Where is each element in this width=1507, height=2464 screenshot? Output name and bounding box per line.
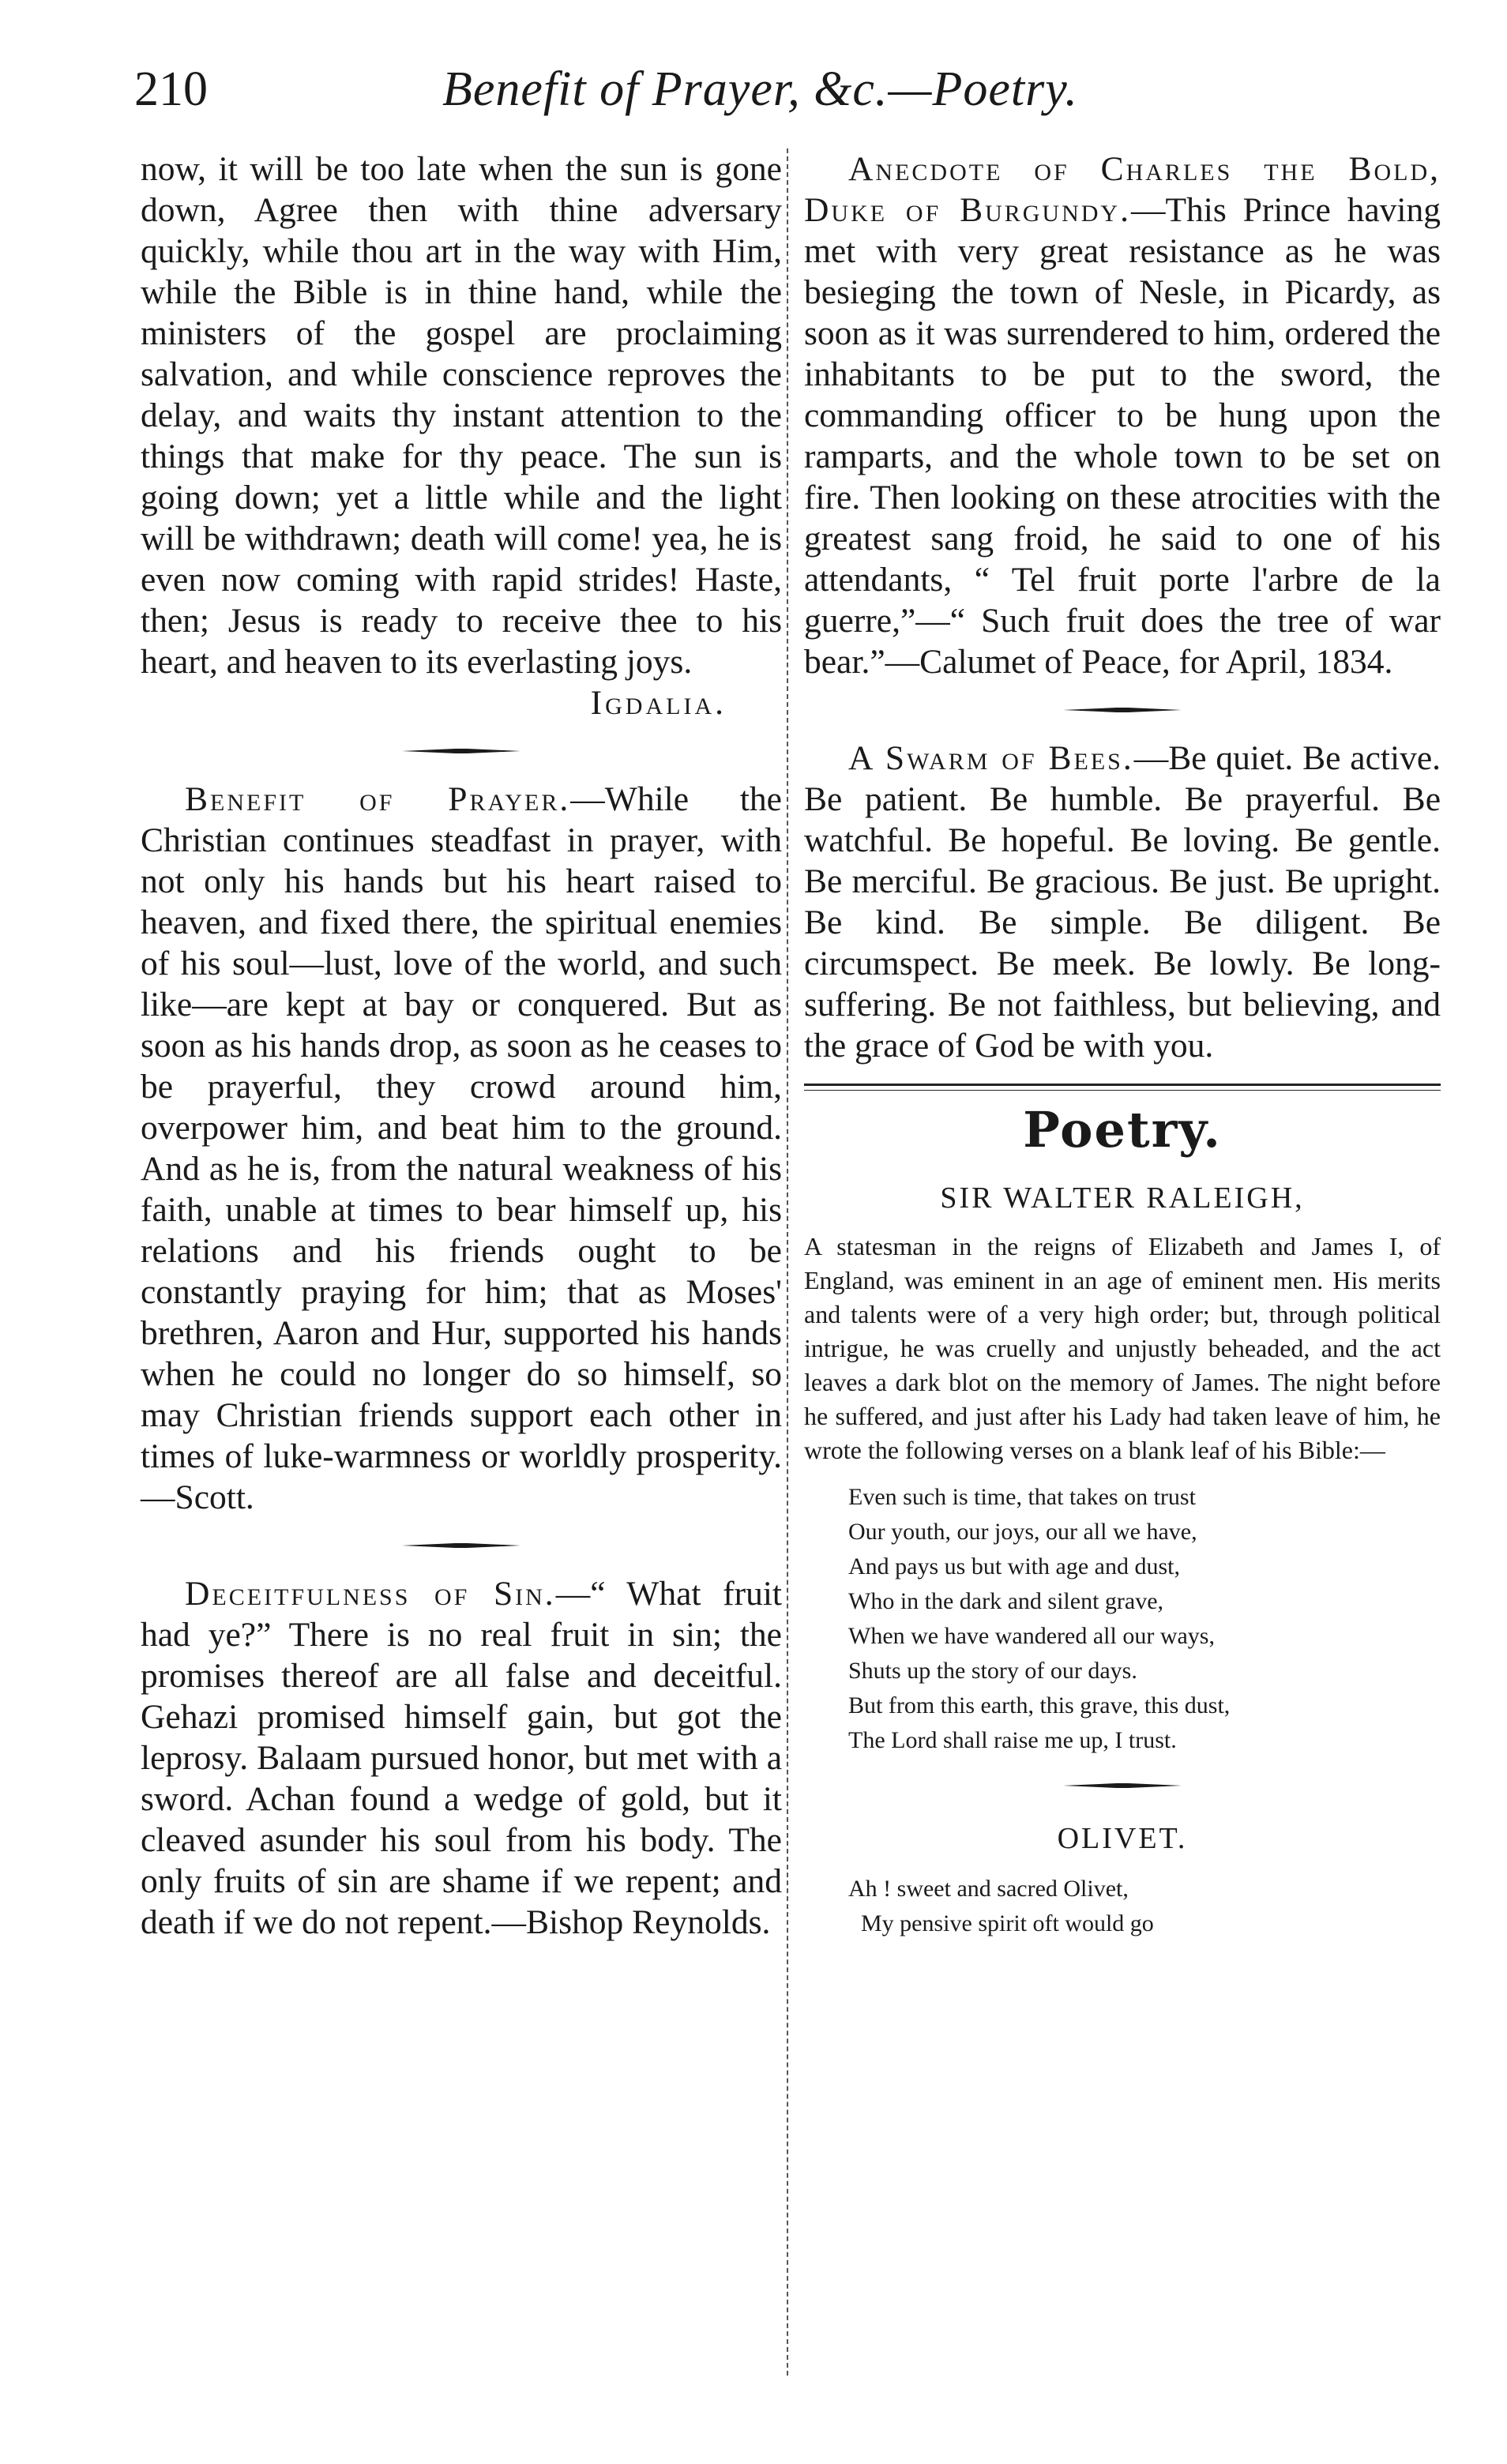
article-body: —“ What fruit had ye?” There is no real fruit in sin; the promises thereof are all false and deceitful. Gehazi promised himself gain, but got the leprosy. Balaam pursued honor, but met with a sword. Achan found a wedge of gold, but it cleaved asunder his soul from his body. The only fruits of sin are shame if we repent; and death if we do not repent.—Bishop Reynolds. [141, 1575, 782, 1941]
verse-line: And pays us but with age and dust, [848, 1553, 1180, 1579]
verse-line: The Lord shall raise me up, I trust. [848, 1727, 1177, 1753]
poem-title-raleigh: SIR WALTER RALEIGH, [940, 1181, 1305, 1215]
article-body: —Be quiet. Be active. Be patient. Be humble. Be prayerful. Be watchful. Be hopeful. Be loving. Be gentle. Be merciful. Be gracious. Be just. Be upright. Be kind. Be simple. Be diligent. Be circumspect. Be meek. Be lowly. Be long-suffering. Be not faithless, but believing, and the grace of God be with you. [804, 739, 1441, 1065]
poem-intro: A statesman in the reigns of Elizabeth and James I, of England, was eminent in an age of eminent men. His merits and talents were of a very high order; but, through political intrigue, he was cruelly and unjustly beheaded, and the act leaves a dark blot on the memory of James. The night before he suffered, and just after his Lady had taken leave of him, he wrote the following verses on a blank leaf of his Bible:— [804, 1232, 1441, 1464]
article-heading: Benefit of Prayer. [185, 780, 571, 818]
verse-line: But from this earth, this grave, this dust, [848, 1692, 1231, 1718]
verse-line: When we have wandered all our ways, [848, 1623, 1215, 1649]
poetry-heading: Poetry. [1023, 1101, 1222, 1159]
section-ornament [141, 723, 782, 779]
charles-the-bold-article [804, 148, 1441, 682]
verse-line: Who in the dark and silent grave, [848, 1588, 1164, 1614]
article-body: —This Prince having met with very great resistance as he was besieging the town of Nesle, in Picardy, as soon as it was surrendered to him, ordered the inhabitants to be put to the sword, the commanding officer to be hung upon the ramparts, and the whole town to be set on fire. Then looking on these atrocities with the greatest sang froid, he said to one of his attendants, “ Tel fruit porte l'arbre de la guerre,”—“ Such fruit does the tree of war bear.”—Calumet of Peace, for April, 1834. [804, 191, 1441, 681]
article-heading: Deceitfulness of Sin. [185, 1575, 556, 1613]
benefit-of-prayer-article [141, 779, 782, 1518]
left-column [141, 148, 782, 1943]
verse-line: Shuts up the story of our days. [848, 1658, 1137, 1684]
article-heading: A Swarm of Bees. [848, 739, 1134, 777]
deceitfulness-of-sin-article [141, 1573, 782, 1943]
right-column [804, 148, 1441, 1941]
verse-line: Our youth, our joys, our all we have, [848, 1519, 1197, 1545]
igdalia-signature: Igdalia. [590, 684, 727, 722]
igdalia-paragraph: now, it will be too late when the sun is gone down, Agree then with thine adversary quickly, while thou art in the way with Him, while the Bible is in thine hand, while the ministers of the gospel are proclaiming salvation, and while conscience reproves the delay, and waits thy instant attention to the things that make for thy peace. The sun is going down; yet a little while and the light will be withdrawn; death will come! yea, he is even now coming with rapid strides! Haste, then; Jesus is ready to receive thee to his heart, and heaven to its everlasting joys. [141, 150, 782, 681]
section-ornament [141, 1518, 782, 1573]
running-head: Benefit of Prayer, &c.—Poetry. [442, 62, 1078, 116]
verse-line: Even such is time, that takes on trust [848, 1484, 1196, 1510]
poem-verse-olivet [804, 1872, 1441, 1941]
page-header [134, 62, 1445, 133]
swarm-of-bees-article [804, 738, 1441, 1066]
poem-verse-raleigh [804, 1480, 1441, 1758]
section-ornament [804, 682, 1441, 738]
poem-title-olivet: OLIVET. [1057, 1822, 1188, 1855]
section-divider [804, 1084, 1441, 1091]
page-number: 210 [134, 62, 208, 116]
verse-line: My pensive spirit oft would go [861, 1910, 1154, 1936]
section-ornament [804, 1758, 1441, 1813]
verse-line: Ah ! sweet and sacred Olivet, [848, 1876, 1129, 1902]
column-divider [787, 148, 788, 2376]
article-body: —While the Christian continues steadfast in prayer, with not only his hands but his heart raised to heaven, and fixed there, the spiritual enemies of his soul—lust, love of the world, and such like—are kept at bay or conquered. But as soon as his hands drop, as soon as he ceases to be prayerful, they crowd around him, overpower him, and beat him to the ground. And as he is, from the natural weakness of his faith, unable at times to bear himself up, his relations and his friends ought to be constantly praying for him; that as Moses' brethren, Aaron and Hur, supported his hands when he could no longer do so himself, so may Christian friends support each other in times of luke-warmness or worldly prosperity.—Scott. [141, 780, 782, 1516]
article-heading: Anecdote of Charles the Bold, Duke of Burgundy. [804, 150, 1441, 229]
